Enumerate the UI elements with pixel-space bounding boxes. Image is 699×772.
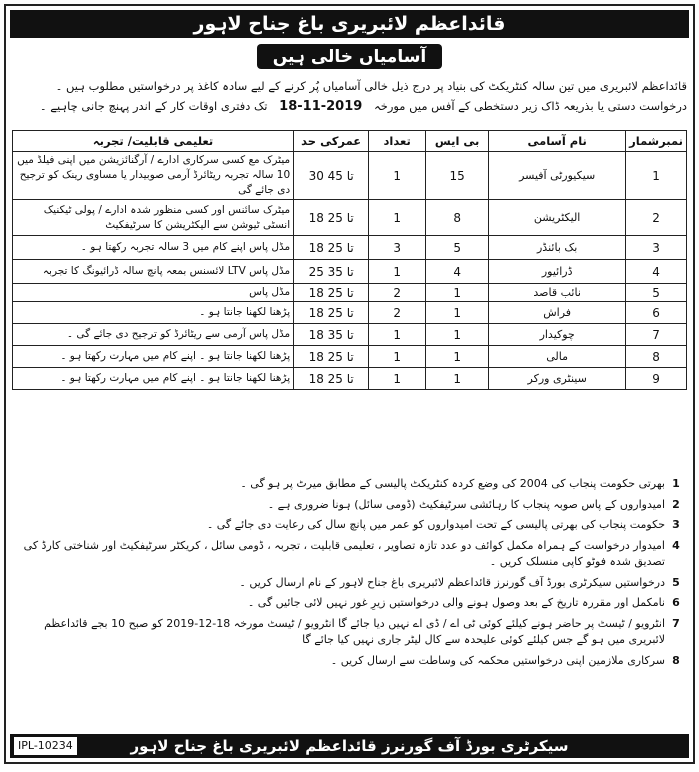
cell-bps: 5	[426, 236, 489, 260]
intro-text	[12, 76, 687, 117]
cell-count: 2	[369, 302, 426, 324]
table-row	[13, 236, 687, 260]
table-row	[13, 368, 687, 390]
cell-sr: 2	[626, 200, 687, 236]
condition-text: سرکاری ملازمین اپنی درخواستیں محکمہ کی وساطت سے ارسال کریں ۔	[330, 653, 665, 667]
advertisement	[4, 4, 695, 764]
header-sr: نمبرشمار	[626, 131, 687, 152]
condition-text: امیدواروں کے پاس صوبہ پنجاب کا رہائشی سرٹیفکیٹ (ڈومی سائل) ہونا ضروری ہے ۔	[267, 497, 665, 511]
condition-text: بھرتی حکومت پنجاب کی 2004 کی وضع کردہ کنٹریکٹ پالیسی کے مطابق میرٹ پر ہو گی ۔	[240, 477, 665, 490]
condition-item	[12, 476, 687, 493]
condition-number: 7	[672, 616, 680, 630]
header-post: نام آسامی	[489, 131, 626, 152]
condition-number: 4	[672, 538, 680, 552]
header-qualification: تعلیمی قابلیت/ تجربہ	[13, 131, 294, 152]
condition-item	[12, 595, 687, 612]
cell-bps: 1	[426, 368, 489, 390]
footer-title: سیکرٹری بورڈ آف گورنرز قائداعظم لائبریری باغ جناح لاہور	[10, 734, 689, 758]
header-count: تعداد	[369, 131, 426, 152]
cell-post: مالی	[489, 346, 626, 368]
condition-item	[12, 538, 687, 571]
condition-text: درخواستیں سیکرٹری بورڈ آف گورنرز قائداعظم لائبریری باغ جناح لاہور کے نام ارسال کریں ۔	[239, 575, 665, 589]
cell-qualification: پڑھنا لکھنا جانتا ہو ۔	[13, 302, 294, 324]
cell-sr: 8	[626, 346, 687, 368]
cell-qualification: مڈل پاس	[13, 284, 294, 302]
cell-post: فراش	[489, 302, 626, 324]
header-age: عمرکی حد	[294, 131, 369, 152]
table-row	[13, 200, 687, 236]
cell-sr: 6	[626, 302, 687, 324]
condition-item	[12, 575, 687, 592]
cell-sr: 5	[626, 284, 687, 302]
cell-count: 1	[369, 200, 426, 236]
cell-age: 18 تا 25	[294, 200, 369, 236]
cell-age: 18 تا 25	[294, 346, 369, 368]
cell-qualification: پڑھنا لکھنا جانتا ہو ۔ اپنے کام میں مہارت رکھتا ہو ۔	[13, 346, 294, 368]
cell-count: 1	[369, 324, 426, 346]
cell-post: نائب قاصد	[489, 284, 626, 302]
cell-sr: 1	[626, 152, 687, 200]
deadline-date: 18-11-2019	[279, 99, 363, 114]
cell-qualification: میٹرک مع کسی سرکاری ادارے / آرگنائزیشن میں اپنی فیلڈ میں 10 سالہ تجربہ ریٹائرڈ آرمی صوبیدار یا مساوی رینک کو ترجیح دی جائے گی	[13, 152, 294, 200]
cell-sr: 7	[626, 324, 687, 346]
condition-number: 6	[672, 596, 680, 609]
condition-number: 5	[672, 575, 680, 589]
condition-text: امیدوار درخواست کے ہمراہ مکمل کوائف دو عدد تازہ تصاویر ، تعلیمی قابلیت ، تجربہ ، ڈومی سائل ، کریکٹر سرٹیفکیٹ اور شناختی کارڈ کی تصدیق شدہ فوٹو کاپی منسلک کریں ۔	[23, 538, 665, 568]
cell-count: 1	[369, 260, 426, 284]
cell-qualification: مڈل پاس آرمی سے ریٹائرڈ کو ترجیح دی جائے گی ۔	[13, 324, 294, 346]
condition-number: 2	[672, 497, 680, 511]
intro-line-2: درخواست دستی یا بذریعہ ڈاک زیر دستخطی کے آفس میں مورخہ 18-11-2019 تک دفتری اوقات کار کے اندر پہنچ جانی چاہیے ۔	[39, 99, 687, 114]
condition-item	[12, 616, 687, 649]
cell-qualification: میٹرک سائنس اور کسی منظور شدہ ادارے / پولی ٹیکنیک انسٹی ٹیوشن سے الیکٹریشن کا سرٹیفکیٹ	[13, 200, 294, 236]
table-row	[13, 346, 687, 368]
table-row	[13, 152, 687, 200]
cell-bps: 1	[426, 284, 489, 302]
cell-bps: 8	[426, 200, 489, 236]
cell-count: 1	[369, 152, 426, 200]
condition-item	[12, 653, 687, 670]
condition-number: 8	[672, 653, 680, 667]
cell-post: سیکیورٹی آفیسر	[489, 152, 626, 200]
cell-post: بک بائنڈر	[489, 236, 626, 260]
cell-sr: 9	[626, 368, 687, 390]
condition-number: 3	[672, 518, 680, 531]
cell-bps: 15	[426, 152, 489, 200]
intro-line-1: قائداعظم لائبریری میں تین سالہ کنٹریکٹ کی بنیاد پر درج ذیل خالی آسامیاں پُر کرنے کے لیے سادہ کاغذ پر درخواستیں مطلوب ہیں ۔	[55, 79, 687, 93]
condition-number: 1	[672, 477, 680, 490]
cell-post: ڈرائیور	[489, 260, 626, 284]
cell-bps: 1	[426, 324, 489, 346]
cell-count: 1	[369, 368, 426, 390]
footer	[6, 732, 693, 762]
cell-bps: 4	[426, 260, 489, 284]
condition-text: حکومت پنجاب کی بھرتی پالیسی کے تحت امیدواروں کو عمر میں پانچ سال کی رعایت دی جائے گی ۔	[206, 518, 665, 531]
cell-age: 18 تا 25	[294, 368, 369, 390]
cell-bps: 1	[426, 302, 489, 324]
cell-post: الیکٹریشن	[489, 200, 626, 236]
cell-count: 3	[369, 236, 426, 260]
cell-qualification: پڑھنا لکھنا جانتا ہو ۔ اپنے کام میں مہارت رکھتا ہو ۔	[13, 368, 294, 390]
header-title: قائداعظم لائبریری باغ جناح لاہور	[10, 10, 689, 38]
condition-item	[12, 517, 687, 534]
vacancies-table	[12, 130, 687, 390]
cell-count: 2	[369, 284, 426, 302]
cell-age: 18 تا 25	[294, 284, 369, 302]
condition-text: انٹرویو / ٹیسٹ پر حاضر ہونے کیلئے کوئی ٹی اے / ڈی اے نہیں دیا جائے گا انٹرویو / ٹیسٹ مورخہ 18-12-2019 کو صبح 10 بجے قائداعظم لائبریری میں ہو گے جس کیلئے کوئی علیحدہ سے کال لیٹر جاری نہیں کیا جائے گا	[44, 616, 665, 646]
cell-age: 18 تا 35	[294, 324, 369, 346]
header-bps: بی ایس	[426, 131, 489, 152]
cell-qualification: مڈل پاس اپنے کام میں 3 سالہ تجربہ رکھتا ہو ۔	[13, 236, 294, 260]
condition-item	[12, 497, 687, 514]
cell-age: 18 تا 25	[294, 302, 369, 324]
table-row	[13, 260, 687, 284]
cell-post: چوکیدار	[489, 324, 626, 346]
table-header-row	[13, 131, 687, 152]
table-row	[13, 284, 687, 302]
table-row	[13, 324, 687, 346]
cell-post: سینٹری ورکر	[489, 368, 626, 390]
cell-count: 1	[369, 346, 426, 368]
cell-bps: 1	[426, 346, 489, 368]
cell-age: 30 تا 45	[294, 152, 369, 200]
table-row	[13, 302, 687, 324]
conditions-list	[12, 476, 687, 673]
cell-age: 25 تا 35	[294, 260, 369, 284]
condition-text: نامکمل اور مقررہ تاریخ کے بعد وصول ہونے والی درخواستیں زیرِ غور نہیں لائی جائیں گی ۔	[247, 596, 665, 609]
vacancies-title: آسامیاں خالی ہیں	[257, 44, 443, 69]
ipl-code: IPL-10234	[14, 737, 77, 755]
cell-sr: 4	[626, 260, 687, 284]
cell-sr: 3	[626, 236, 687, 260]
cell-age: 18 تا 25	[294, 236, 369, 260]
cell-qualification: مڈل پاس LTV لائسنس بمعہ پانچ سالہ ڈرائیونگ کا تجربہ	[13, 260, 294, 284]
